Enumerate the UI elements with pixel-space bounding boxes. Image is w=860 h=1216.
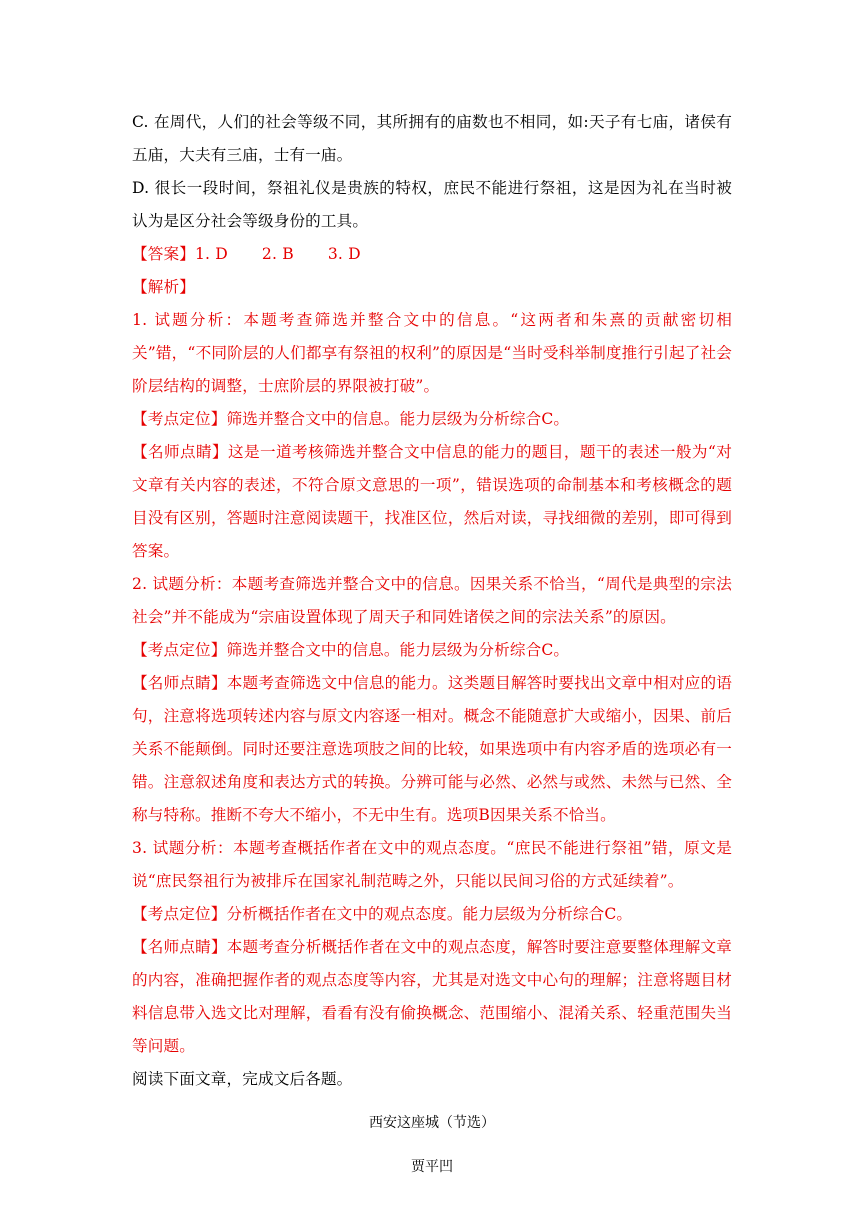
q2-analysis: 2. 试题分析：本题考查筛选并整合文中的信息。因果关系不恰当，“周代是典型的宗法社会”并不能成为“宗庙设置体现了周天子和同姓诸侯之间的宗法关系”的原因。 [132, 575, 732, 626]
q1-analysis: 1. 试题分析：本题考查筛选并整合文中的信息。“这两者和朱熹的贡献密切相关”错，“不同阶层的人们都享有祭祖的权利”的原因是“当时受科举制度推行引起了社会阶层结构的调整，士庶阶层的界限被打破”。 [132, 311, 732, 395]
article-title: 西安这座城（节选） [369, 1115, 495, 1131]
article-author: 贾平凹 [411, 1159, 453, 1175]
q1-location [132, 403, 732, 436]
q3-tip [132, 931, 732, 1063]
q3-location [132, 898, 732, 931]
q3-analysis: 3. 试题分析：本题考查概括作者在文中的观点态度。“庶民不能进行祭祖”错，原文是说“庶民祭祖行为被排斥在国家礼制范畴之外，只能以民间习俗的方式延续着”。 [132, 839, 732, 890]
document-content [132, 106, 732, 1182]
answer-label: 【答案】 [132, 245, 195, 263]
reading-instruction: 阅读下面文章，完成文后各题。 [132, 1070, 353, 1088]
q1-location-text: 筛选并整合文中的信息。能力层级为分析综合C。 [226, 410, 570, 428]
q3-tip-label: 【名师点睛】 [132, 938, 227, 956]
answer-3: 3. D [327, 245, 361, 263]
q1-tip-text: 这是一道考核筛选并整合文中信息的能力的题目，题干的表述一般为“对文章有关内容的表述，不符合原文意思的一项”，错误选项的命制基本和考核概念的题目没有区别，答题时注意阅读题干，找准区位，然后对读，寻找细微的差别，即可得到答案。 [132, 443, 732, 560]
q2-location [132, 634, 732, 667]
answer-1: 1. D [194, 245, 228, 263]
q2-location-text: 筛选并整合文中的信息。能力层级为分析综合C。 [226, 641, 570, 659]
option-c: C. 在周代，人们的社会等级不同，其所拥有的庙数也不相同，如:天子有七庙，诸侯有五庙，大夫有三庙，士有一庙。 [132, 113, 732, 164]
q1-location-label: 【考点定位】 [132, 410, 227, 428]
q3-location-text: 分析概括作者在文中的观点态度。能力层级为分析综合C。 [226, 905, 633, 923]
answer-line [132, 238, 732, 271]
q3-tip-text: 本题考查分析概括作者在文中的观点态度，解答时要注意要整体理解文章的内容，准确把握作者的观点态度等内容，尤其是对选文中心句的理解；注意将题目材料信息带入选文比对理解，看看有没有偷换概念、范围缩小、混淆关系、轻重范围失当等问题。 [132, 938, 732, 1055]
analysis-label: 【解析】 [132, 278, 195, 296]
q2-tip-text: 本题考查筛选文中信息的能力。这类题目解答时要找出文章中相对应的语句，注意将选项转述内容与原文内容逐一相对。概念不能随意扩大或缩小，因果、前后关系不能颠倒。同时还要注意选项肢之间的比较，如果选项中有内容矛盾的选项必有一错。注意叙述角度和表达方式的转换。分辨可能与必然、必然与或然、未然与已然、全称与特称。推断不夸大不缩小，不无中生有。选项B因果关系不恰当。 [132, 674, 732, 824]
q3-location-label: 【考点定位】 [132, 905, 227, 923]
answer-2: 2. B [261, 245, 294, 263]
q2-tip [132, 667, 732, 832]
q2-location-label: 【考点定位】 [132, 641, 227, 659]
q2-tip-label: 【名师点睛】 [132, 674, 227, 692]
q1-tip [132, 436, 732, 568]
option-d: D. 很长一段时间，祭祖礼仪是贵族的特权，庶民不能进行祭祖，这是因为礼在当时被认为是区分社会等级身份的工具。 [132, 179, 732, 230]
q1-tip-label: 【名师点睛】 [132, 443, 228, 461]
